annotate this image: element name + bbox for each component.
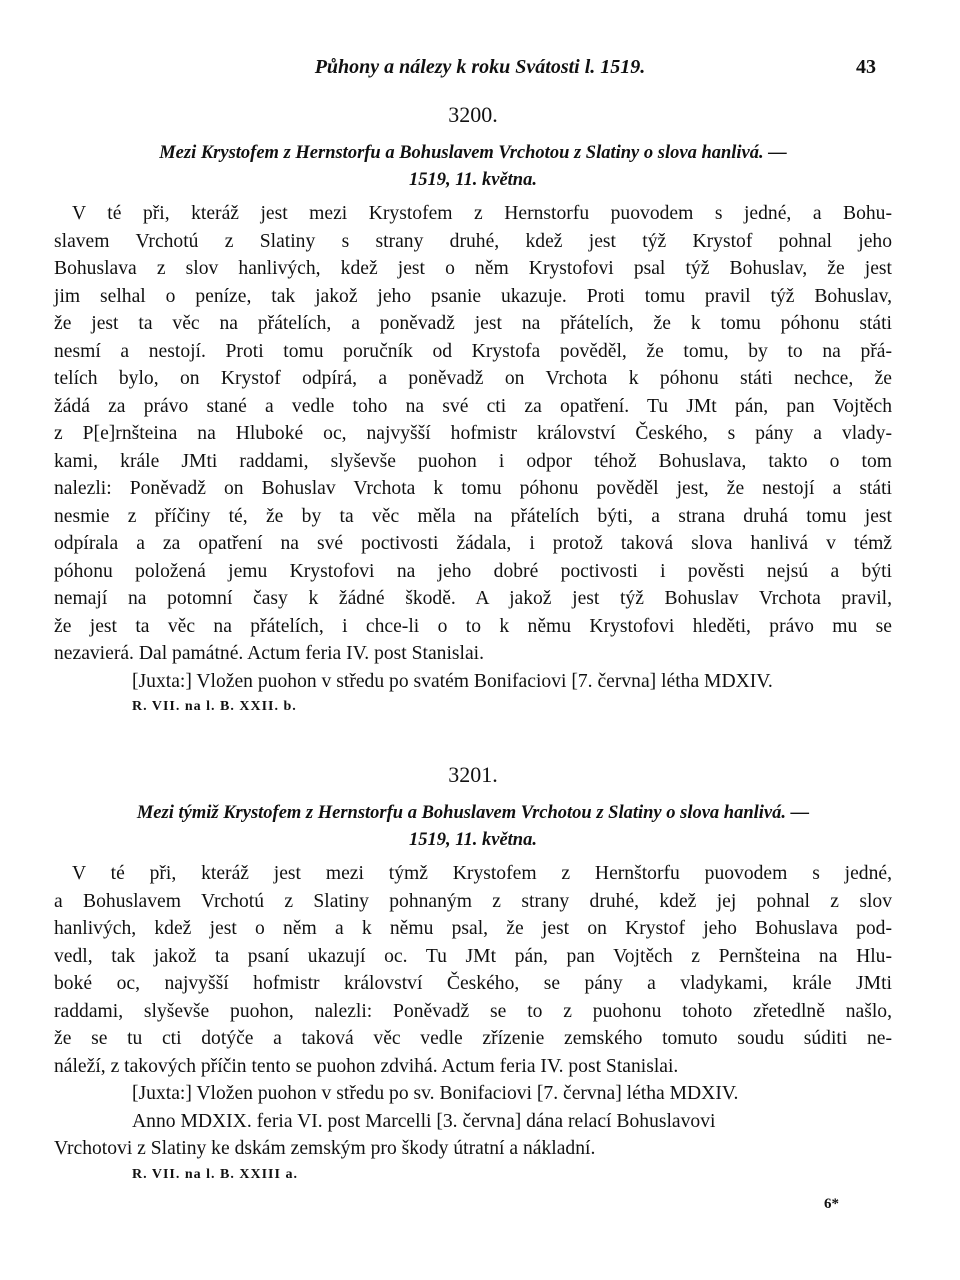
body-line: nemají na potomní časy k žádné škodě. A jakož jest týž Bohuslav Vrchota pravil, bbox=[54, 588, 892, 609]
entry-heading-date: 1519, 11. května. bbox=[409, 170, 537, 190]
juxta-line: [Juxta:] Vložen puohon v středu po sv. Bonifaciovi [7. června] létha MDXIV. bbox=[132, 1083, 739, 1104]
body-line: odpírala a za opatření na své poctivosti žádala, i protož taková slova hanlivá v témž bbox=[54, 533, 892, 554]
body-line: nesmí a nestojí. Proti tomu poručník od Krystofa pověděl, že tomu, by to na přá- bbox=[54, 340, 892, 362]
body-line: z P[e]rnšteina na Hluboké oc, najvyšší hofmistr království Českého, s pány a vlady- bbox=[54, 423, 892, 444]
body-line: že jest ta věc na přátelích, a poněvadž jest na přátelích, že k tomu póhonu státi bbox=[54, 313, 892, 334]
body-line: nezavierá. Dal památné. Actum feria IV. post Stanislai. bbox=[54, 643, 485, 664]
body-line: Bohuslava z slov hanlivých, kdež jest o něm Krystofovi psal týž Bohuslav, že jest bbox=[54, 258, 892, 279]
body-line: žádá za právo stané a vedle toho na své cti za opatření. Tu JMt pán, pan Vojtěch bbox=[54, 395, 892, 417]
body-line: vedl, tak jakož ta psaní ukazují oc. Tu JMt pán, pan Vojtěch z Pernšteina na Hlu- bbox=[54, 945, 892, 967]
entry-heading-line: Mezi týmiž Krystofem z Hernstorfu a Bohuslavem Vrchotou z Slatiny o slova hanlivá. — bbox=[136, 803, 810, 823]
juxta-note bbox=[54, 1080, 892, 1163]
running-title: Půhony a nálezy k roku Svátosti l. 1519. bbox=[314, 56, 646, 78]
signature-reference: R. VII. na l. B. XXII. b. bbox=[132, 699, 297, 714]
entry-number: 3201. bbox=[448, 762, 498, 787]
body-line: V té při, kteráž jest mezi Krystofem z Hernstorfu puovodem s jedné, a Bohu- bbox=[72, 203, 892, 224]
body-line: kami, krále JMti raddami, slyševše puohon i odpor téhož Bohuslava, takto o tom bbox=[54, 450, 892, 472]
signature-reference: R. VII. na l. B. XXIII a. bbox=[132, 1166, 298, 1182]
entry-heading bbox=[54, 140, 892, 194]
body-line: že jest ta věc na přátelích, i chce-li o to k němu Krystofovi hleděti, právo mu se bbox=[54, 615, 892, 637]
sheet-mark: 6* bbox=[824, 1196, 839, 1212]
entry-heading bbox=[54, 800, 892, 854]
entry-3200 bbox=[54, 102, 892, 719]
entry-number: 3200. bbox=[448, 102, 498, 127]
body-line: póhonu položená jemu Krystofovi na jeho dobré poctivosti i pověsti nejsú a býti bbox=[54, 560, 892, 582]
body-line: že se tu cti dotýče a taková věc vedle zřízenie zemského tomuto soudu súditi ne- bbox=[54, 1028, 892, 1049]
body-line: hanlivých, kdež jest o něm a k němu psal, že jest on Krystof jeho Bohuslava pod- bbox=[54, 918, 892, 939]
page-number: 43 bbox=[856, 56, 876, 78]
body-line: nesmie z příčiny té, že by ta věc měla na přátelích býti, a strana druhá tomu jest bbox=[54, 505, 892, 527]
body-line: raddami, slyševše puohon, nalezli: Poněvadž se to z puohonu tohoto zřetedlně našlo, bbox=[54, 1000, 892, 1022]
body-line: náleží, z takových příčin tento se puohon zdvihá. Actum feria IV. post Stanislai. bbox=[54, 1055, 679, 1077]
body-line: slavem Vrchotú z Slatiny s strany druhé, kdež jest týž Krystof pohnal jeho bbox=[54, 230, 892, 252]
body-line: telích bylo, on Krystof odpírá, a poněvadž on Vrchota k póhonu státi nechce, že bbox=[54, 368, 892, 389]
juxta-note bbox=[54, 668, 892, 696]
juxta-line: Vrchotovi z Slatiny ke dskám zemským pro škody útratní a nákladní. bbox=[54, 1138, 596, 1159]
juxta-line: Anno MDXIX. feria VI. post Marcelli [3. června] dána relací Bohuslavovi bbox=[132, 1110, 716, 1132]
body-line: boké oc, najvyšší hofmistr království Českého, se pány a vladykami, krále JMti bbox=[54, 973, 892, 994]
entry-body bbox=[54, 860, 892, 1080]
entry-3201 bbox=[54, 762, 892, 1187]
entry-heading-date: 1519, 11. května. bbox=[409, 830, 537, 850]
entry-heading-line: Mezi Krystofem z Hernstorfu a Bohuslavem Vrchotou z Slatiny o slova hanlivá. — bbox=[159, 143, 787, 163]
entry-body bbox=[54, 200, 892, 668]
body-line: V té při, kteráž jest mezi týmž Krystofem z Hernštorfu puovodem s jedné, bbox=[72, 863, 892, 884]
body-line: jim selhal o peníze, tak jakož jeho psanie ukazuje. Proti tomu pravil týž Bohuslav, bbox=[54, 285, 892, 307]
juxta-line: [Juxta:] Vložen puohon v středu po svatém Bonifaciovi [7. června] létha MDXIV. bbox=[132, 670, 773, 692]
body-line: a Bohuslavem Vrchotú z Slatiny pohnaným z strany druhé, kdež jej pohnal z slov bbox=[54, 890, 892, 912]
body-line: nalezli: Poněvadž on Bohuslav Vrchota k tomu póhonu pověděl jest, že nestojí a státi bbox=[54, 478, 892, 499]
